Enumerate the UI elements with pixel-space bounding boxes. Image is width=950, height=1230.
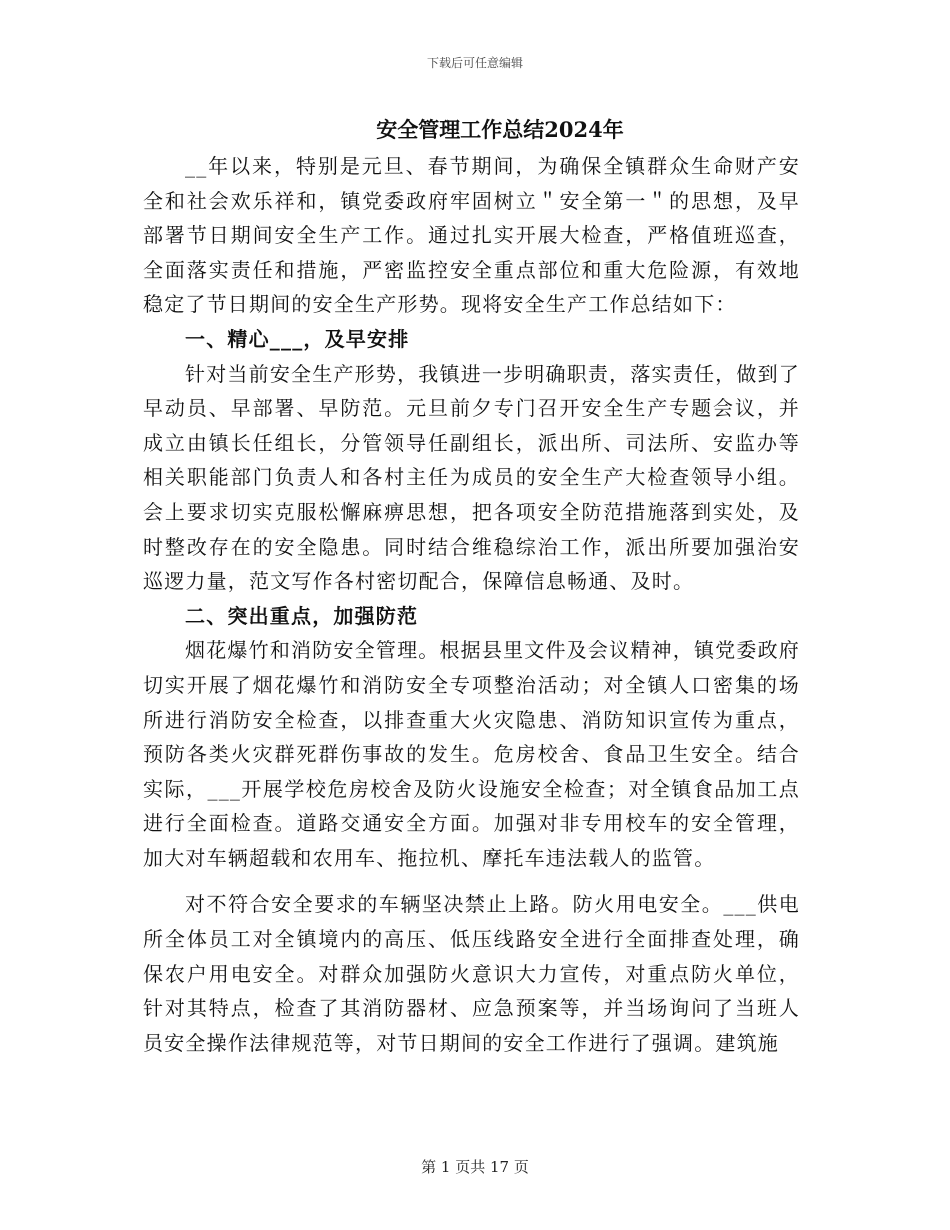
- section-1-paragraph: 针对当前安全生产形势，我镇进一步明确职责，落实责任，做到了早动员、早部署、早防范。元旦前夕专门召开安全生产专题会议，并成立由镇长任组长，分管领导任副组长，派出所、司法所、安监办等相关职能部门负责人和各村主任为成员的安全生产大检查领导小组。会上要求切实克服松懈麻痹思想，把各项安全防范措施落到实处，及时整改存在的安全隐患。同时结合维稳综治工作，派出所要加强治安巡逻力量，范文写作各村密切配合，保障信息畅通、及时。: [143, 361, 800, 594]
- section-heading-1: 一、精心___，及早安排: [185, 326, 410, 351]
- section-2-paragraph-2: 对不符合安全要求的车辆坚决禁止上路。防火用电安全。___供电所全体员工对全镇境内的高压、低压线路安全进行全面排查处理，确保农户用电安全。对群众加强防火意识大力宣传，对重点防火单位，针对其特点，检查了其消防器材、应急预案等，并当场询问了当班人员安全操作法律规范等，对节日期间的安全工作进行了强调。建筑施: [143, 892, 800, 1055]
- section-2-paragraph-1: 烟花爆竹和消防安全管理。根据县里文件及会议精神，镇党委政府切实开展了烟花爆竹和消防安全专项整治活动；对全镇人口密集的场所进行消防安全检查，以排查重大火灾隐患、消防知识宣传为重点，预防各类火灾群死群伤事故的发生。危房校舍、食品卫生安全。结合实际，___开展学校危房校舍及防火设施安全检查；对全镇食品加工点进行全面检查。道路交通安全方面。加强对非专用校车的安全管理，加大对车辆超载和农用车、拖拉机、摩托车违法载人的监管。: [143, 638, 800, 870]
- section-heading-2: 二、突出重点，加强防范: [185, 603, 419, 628]
- document-body: [143, 149, 800, 1060]
- document-title: 安全管理工作总结2024年: [376, 117, 624, 142]
- intro-paragraph: __年以来，特别是元旦、春节期间，为确保全镇群众生命财产安全和社会欢乐祥和，镇党委政府牢固树立＂安全第一＂的思想，及早部署节日期间安全生产工作。通过扎实开展大检查，严格值班巡查，全面落实责任和措施，严密监控安全重点部位和重大危险源，有效地稳定了节日期间的安全生产形势。现将安全生产工作总结如下：: [143, 154, 800, 317]
- page-footer: 第 1 页共 17 页: [421, 1158, 529, 1176]
- header-note: 下载后可任意编辑: [426, 56, 523, 70]
